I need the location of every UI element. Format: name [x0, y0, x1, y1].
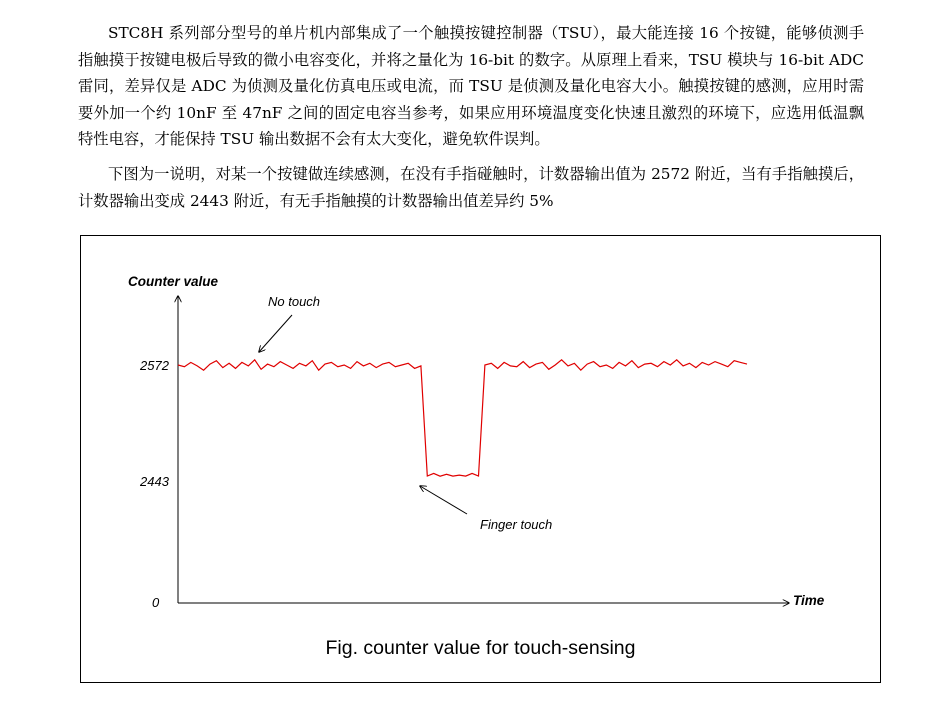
paragraph-tsu-intro: STC8H 系列部分型号的单片机内部集成了一个触摸按键控制器（TSU），最大能连接 16 个按键，能够侦测手指触摸于按键电极后导致的微小电容变化，并将之量化为 16-bit 的数字。从原理上看来，TSU 模块与 16-bit ADC 雷同，差异仅是 ADC 为侦测及量化仿真电压或电流，而 TSU 是侦测及量化电容大小。触摸按键的感测，应用时需要外加一个约 10nF 至 47nF 之间的固定电容当参考，如果应用环境温度变化快速且激烈的环境下，应选用低温飘特性电容，才能保持 TSU 输出数据不会有太大变化，避免软件误判。: [78, 24, 864, 149]
series-group: [178, 360, 747, 476]
series-line-counter-value: [178, 360, 747, 476]
paragraph-figure-explanation: 下图为一说明，对某一个按键做连续感测，在没有手指碰触时，计数器输出值为 2572 附近，当有手指触摸后，计数器输出变成 2443 附近，有无手指触摸的计数器输出值差异约 5%: [78, 165, 864, 210]
annotation-finger-touch: Finger touch: [480, 517, 553, 532]
x-axis-label: Time: [793, 593, 825, 608]
annotation-finger-touch-arrow: [420, 486, 467, 514]
y-tick-label-0: 0: [152, 595, 160, 610]
y-tick-label-2443: 2443: [140, 474, 169, 489]
y-axis-label: Counter value: [128, 274, 219, 289]
figure-box: [80, 235, 881, 683]
annotation-no-touch-arrow: [259, 315, 292, 352]
y-tick-label-2572: 2572: [140, 358, 169, 373]
figure-caption: Fig. counter value for touch-sensing: [325, 637, 636, 659]
annotation-no-touch: No touch: [268, 294, 321, 309]
counter-value-chart: [81, 236, 882, 684]
